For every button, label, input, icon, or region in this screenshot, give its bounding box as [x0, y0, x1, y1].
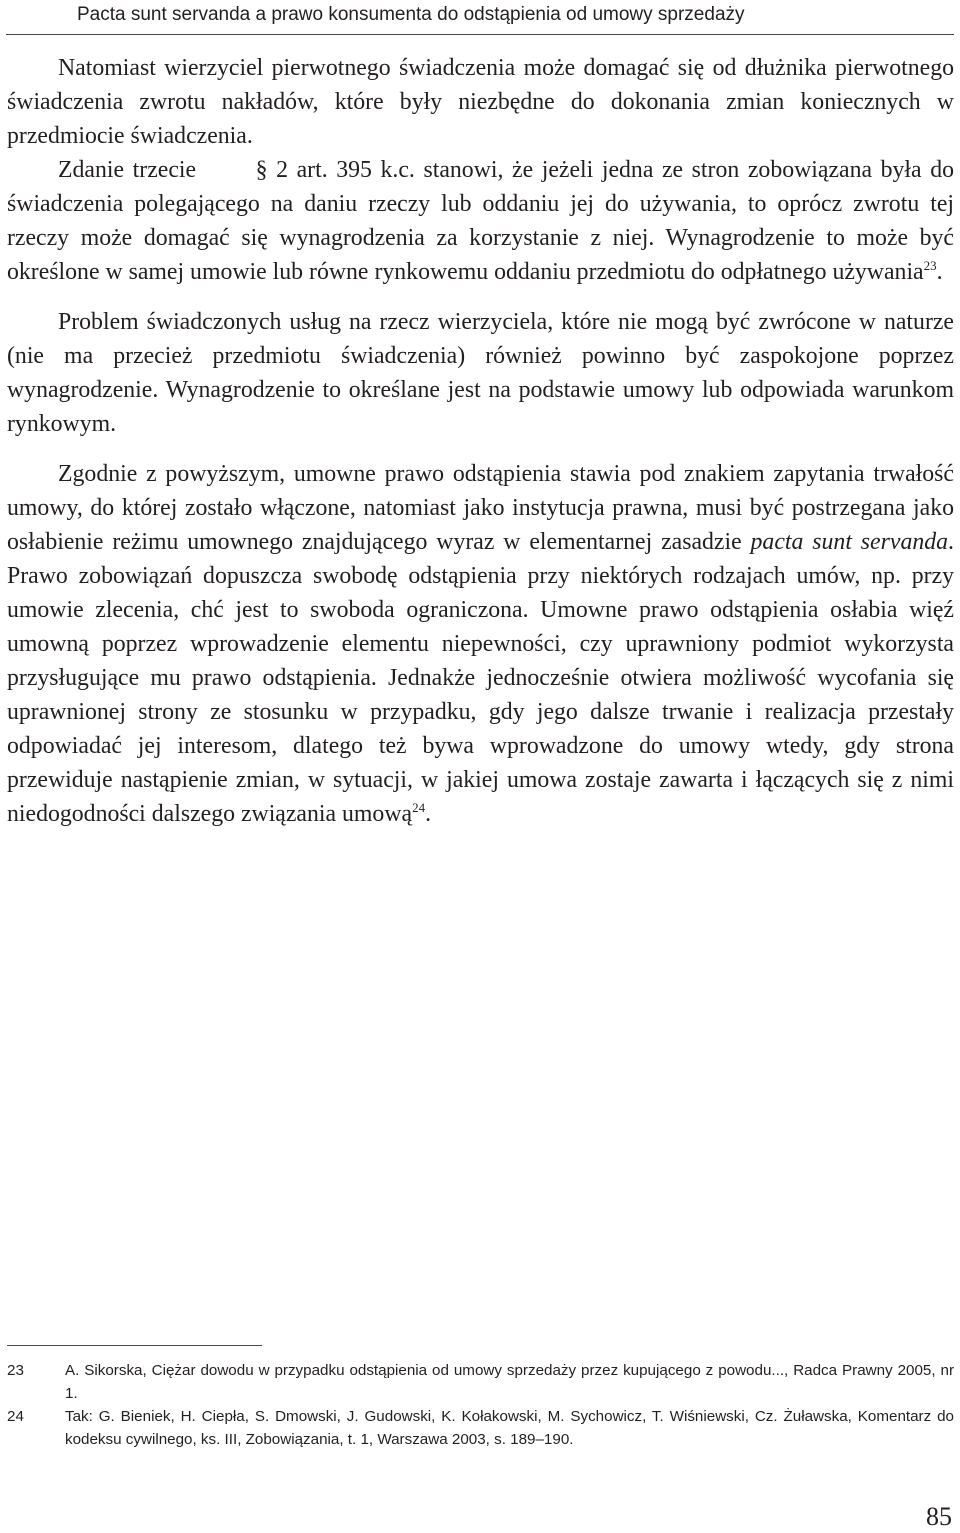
paragraph-3	[7, 305, 954, 441]
footnote-number: 23	[7, 1362, 24, 1379]
footnote-24	[7, 1405, 954, 1451]
paragraph-1	[7, 51, 954, 153]
paragraph-2-end: .	[936, 259, 943, 285]
paragraph-4	[7, 457, 954, 831]
paragraph-4-end: .	[425, 801, 432, 827]
section-sign: §	[255, 157, 268, 183]
footnote-text: A. Sikorska, Ciężar dowodu w przypadku odstąpienia od umowy sprzedaży przez kupującego z powodu..., Radca Prawny 2005, nr 1.	[65, 1362, 954, 1402]
running-header: Pacta sunt servanda a prawo konsumenta do odstąpienia od umowy sprzedaży	[77, 4, 745, 25]
footnote-ref-24: 24	[412, 800, 426, 816]
latin-phrase: pacta sunt servanda	[750, 529, 949, 555]
paragraph-1-text: Natomiast wierzyciel pierwotnego świadczenia może domagać się od dłużnika pierwotnego świadczenia zwrotu nakładów, które były niezbędne do dokonania zmian koniecznych w przedmiocie świadczenia.	[7, 55, 954, 149]
paragraph-2-text: 2 art. 395 k.c. stanowi, że jeżeli jedna ze stron zobowiązana była do świadczenia polegającego na daniu rzeczy lub oddaniu jej do używania, to oprócz zwrotu tej rzeczy może domagać się wynagrodzenia za korzystanie z niej. Wynagrodzenie to może być określone w samej umowie lub równe rynkowemu oddaniu przedmiotu do odpłatnego używania	[7, 157, 954, 285]
body-text	[7, 51, 954, 831]
header-rule	[6, 34, 954, 35]
footnote-number: 24	[7, 1408, 24, 1425]
footnote-rule	[7, 1345, 262, 1346]
footnote-text: Tak: G. Bieniek, H. Ciepła, S. Dmowski, J. Gudowski, K. Kołakowski, M. Sychowicz, T. Wiśniewski, Cz. Żuławska, Komentarz do kodeksu cywilnego, ks. III, Zobowiązania, t. 1, Warszawa 2003, s. 189–190.	[65, 1408, 954, 1448]
page-number: 85	[926, 1502, 952, 1531]
footnote-23	[7, 1359, 954, 1405]
footnote-ref-23: 23	[923, 258, 937, 274]
paragraph-2-text-start: Zdanie trzecie	[58, 157, 205, 183]
paragraph-3-text: Problem świadczonych usług na rzecz wierzyciela, które nie mogą być zwrócone w naturze (nie ma przecież przedmiotu świadczenia) również powinno być zaspokojone poprzez wynagrodzenie. Wynagrodzenie to określane jest na podstawie umowy lub odpowiada warunkom rynkowym.	[7, 309, 954, 437]
paragraph-4-text: . Prawo zobowiązań dopuszcza swobodę odstąpienia przy niektórych rodzajach umów, np. przy umowie zlecenia, chć jest to swoboda ograniczona. Umowne prawo odstąpienia osłabia więź umowną poprzez wprowadzenie elementu niepewności, czy uprawniony podmiot wykorzysta przysługujące mu prawo odstąpienia. Jednakże jednocześnie otwiera możliwość wycofania się uprawnionej strony ze stosunku w przypadku, gdy jego dalsze trwanie i realizacja przestały odpowiadać jej interesom, dlatego też bywa wprowadzone do umowy wtedy, gdy strona przewiduje nastąpienie zmian, w sytuacji, w jakiej umowa zostaje zawarta i łączących się z nimi niedogodności dalszego związania umową	[7, 529, 954, 827]
paragraph-4-text-start: Zgodnie z powyższym, umowne prawo odstąpienia stawia pod znakiem zapytania trwałość umowy, do której zostało włączone, natomiast jako instytucja prawna, musi być postrzegana jako osłabienie reżimu umownego znajdującego wyraz w elementarnej zasadzie	[7, 461, 954, 555]
paragraph-2	[7, 153, 954, 289]
footnotes	[7, 1359, 954, 1451]
